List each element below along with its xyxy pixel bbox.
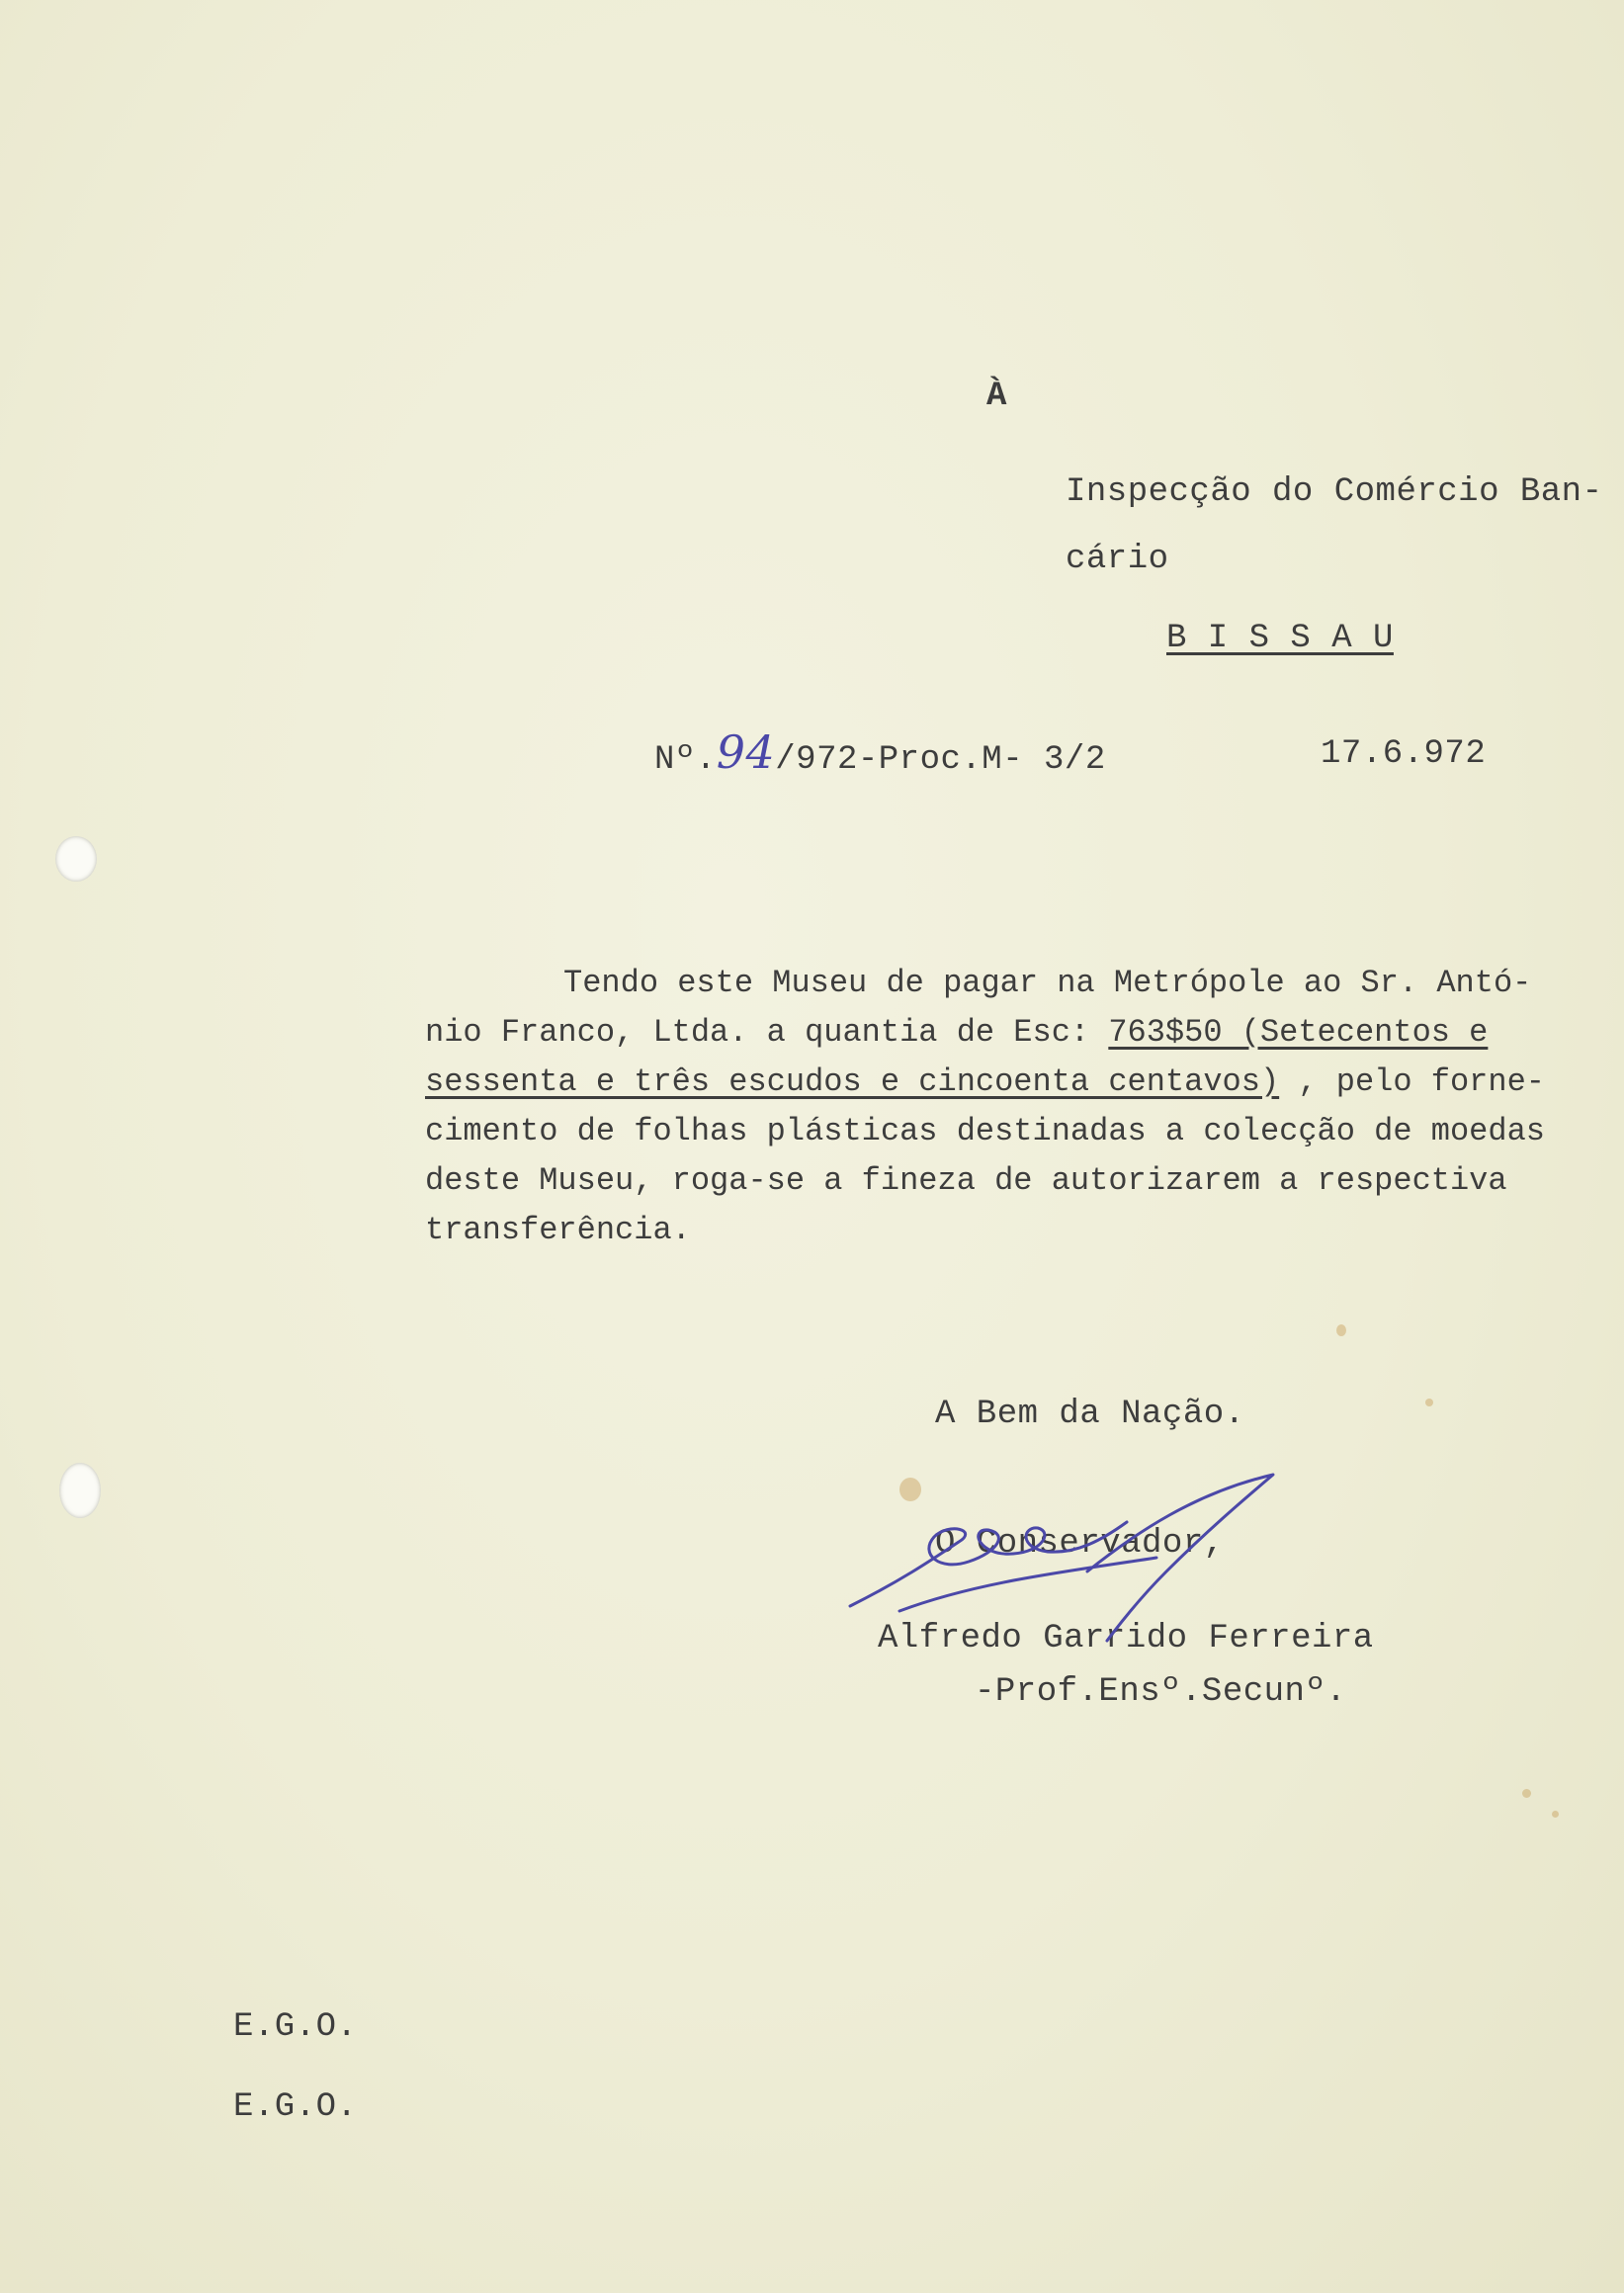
salutation: À <box>986 378 1007 415</box>
body-line: deste Museu, roga-se a fineza de autorizarem a respectiva <box>425 1162 1507 1199</box>
distribution-code-2: E.G.O. <box>233 2088 358 2126</box>
distribution-code-1: E.G.O. <box>233 2008 358 2046</box>
paper-stain <box>1522 1789 1531 1798</box>
handwritten-number: 94 <box>716 725 776 779</box>
body-paragraph <box>425 959 1562 1255</box>
body-line <box>425 1058 1562 1107</box>
recipient-line-1: Inspecção do Comércio Ban- <box>1066 473 1603 511</box>
reference-prefix: Nº. <box>654 741 717 779</box>
document-date: 17.6.972 <box>1321 735 1487 773</box>
body-text: nio Franco, Ltda. a quantia de Esc: <box>425 1014 1109 1051</box>
recipient-line-2: cário <box>1066 541 1169 578</box>
signatory-role: O Conservador, <box>935 1525 1225 1563</box>
handwritten-signature <box>840 1463 1285 1651</box>
paper-stain <box>1552 1811 1559 1818</box>
body-line: transferência. <box>425 1212 691 1248</box>
punch-hole-top <box>55 836 97 882</box>
punch-hole-bottom <box>59 1463 101 1518</box>
signatory-title: -Prof.Ensº.Secunº. <box>975 1673 1347 1711</box>
reference-number <box>654 726 1106 786</box>
body-line: Tendo este Museu de pagar na Metrópole ao Sr. Antó- <box>563 965 1532 1001</box>
reference-suffix: /972-Proc.M- 3/2 <box>775 741 1106 779</box>
recipient-city: B I S S A U <box>1166 620 1394 657</box>
body-line: cimento de folhas plásticas destinadas a colecção de moedas <box>425 1113 1545 1149</box>
paper-stain <box>1336 1324 1346 1336</box>
closing-formula: A Bem da Nação. <box>935 1396 1245 1433</box>
signatory-name: Alfredo Garrido Ferreira <box>878 1620 1374 1657</box>
body-text: , pelo forne- <box>1279 1063 1545 1100</box>
paper-stain <box>1425 1399 1433 1406</box>
amount-words: sessenta e três escudos e cincoenta centavos) <box>425 1063 1280 1100</box>
amount-text: 763$50 (Setecentos e <box>1108 1014 1489 1051</box>
body-line <box>425 1008 1562 1058</box>
